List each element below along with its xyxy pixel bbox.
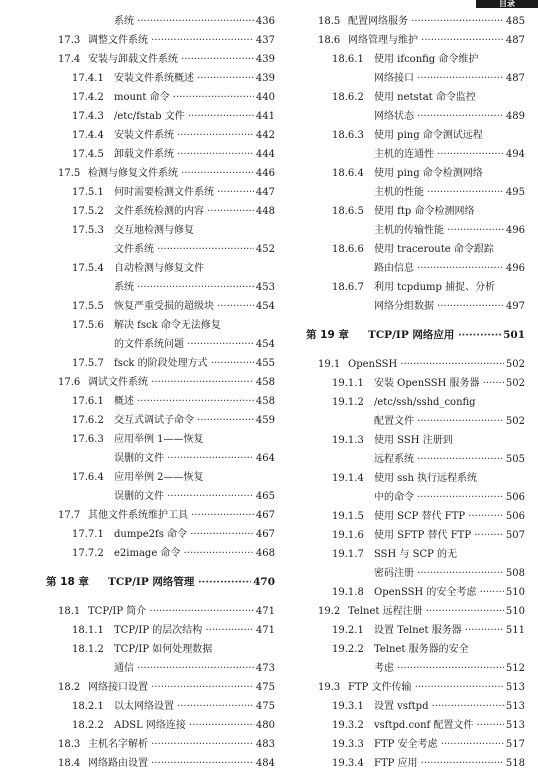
- toc-entry[interactable]: [40, 411, 275, 430]
- toc-entry[interactable]: [40, 659, 275, 678]
- toc-entry[interactable]: [40, 525, 275, 544]
- toc-entry-title: 以太网络设置 ·····: [114, 697, 275, 716]
- toc-entry-title: vsftpd.conf 配置文件 ·····: [374, 716, 525, 735]
- toc-entry-number: 17.5.7: [72, 358, 104, 369]
- toc-page-number: 444: [254, 145, 275, 164]
- toc-entry[interactable]: [300, 202, 525, 221]
- toc-entry[interactable]: [40, 240, 275, 259]
- toc-entry-number: 17.5.3: [72, 225, 104, 236]
- toc-entry-number: 19.1: [318, 359, 341, 370]
- toc-entry-title: 误删的文件 ·····: [114, 487, 275, 506]
- toc-entry-title: 使用 ping 命令测试远程: [374, 130, 483, 141]
- toc-entry-title: 路由信息 ·····: [374, 259, 525, 278]
- toc-entry-number: 18.5: [318, 16, 341, 27]
- toc-entry-number: 17.6.2: [72, 415, 104, 426]
- toc-entry[interactable]: [40, 544, 275, 563]
- toc-page-number: 439: [254, 50, 275, 69]
- toc-entry-number: 17.7: [58, 510, 81, 521]
- toc-entry[interactable]: [300, 526, 525, 545]
- toc-entry-title: SSH 与 SCP 的无: [374, 549, 458, 560]
- toc-entry[interactable]: [40, 506, 275, 525]
- toc-entry[interactable]: [40, 88, 275, 107]
- toc-entry[interactable]: [300, 735, 525, 754]
- toc-entry-title: e2image 命令 ·····: [114, 544, 275, 563]
- toc-entry-number: 17.7.2: [72, 548, 104, 559]
- toc-page-number: 502: [504, 412, 525, 431]
- chapter-gap: [40, 592, 275, 602]
- toc-entry-title: 文件系统 ·····: [114, 240, 275, 259]
- toc-entry-number: 18.1.1: [72, 625, 104, 636]
- toc-page-number: 496: [504, 221, 525, 240]
- toc-page-number: 484: [254, 754, 275, 773]
- toc-entry-title: TCP/IP 如何处理数据: [114, 644, 213, 655]
- toc-entry-title: Telnet 远程注册 ·····: [348, 602, 525, 621]
- toc-entry[interactable]: [40, 164, 275, 183]
- toc-entry[interactable]: [40, 69, 275, 88]
- toc-page-number: 475: [254, 697, 275, 716]
- toc-entry[interactable]: [300, 431, 525, 450]
- toc-entry[interactable]: [300, 374, 525, 393]
- toc-entry[interactable]: [40, 354, 275, 373]
- toc-entry-number: 19.1.6: [332, 530, 364, 541]
- toc-entry-number: 17.5: [58, 168, 81, 179]
- toc-page-number: 468: [254, 544, 275, 563]
- toc-entry-number: 18.6.2: [332, 92, 364, 103]
- toc-page-number: 496: [504, 259, 525, 278]
- toc-page-number: 440: [254, 88, 275, 107]
- toc-entry-title: 使用 SFTP 替代 FTP ·····: [374, 526, 525, 545]
- toc-page-number: 471: [254, 621, 275, 640]
- toc-entry-number: 18.2.1: [72, 701, 104, 712]
- toc-page-number: 487: [504, 69, 525, 88]
- toc-entry-number: 19.2: [318, 606, 341, 617]
- toc-entry-number: 19.3.2: [332, 720, 364, 731]
- chapter-gap: [40, 563, 275, 573]
- toc-page-number: 518: [504, 754, 525, 773]
- toc-page-number: 502: [504, 374, 525, 393]
- toc-page-number: 511: [504, 621, 525, 640]
- toc-entry-title: 配置文件 ·····: [374, 412, 525, 431]
- toc-page-number: 513: [504, 716, 525, 735]
- toc-entry-title: 使用 traceroute 命令跟踪: [374, 244, 494, 255]
- toc-entry[interactable]: [300, 678, 525, 697]
- toc-page-number: 467: [254, 525, 275, 544]
- toc-entry-title: 考虑 ·····: [374, 659, 525, 678]
- toc-entry[interactable]: [300, 69, 525, 88]
- toc-page-number: 453: [254, 278, 275, 297]
- toc-entry-number: 19.3.4: [332, 758, 364, 769]
- toc-left-column: [40, 12, 275, 773]
- toc-page-number: 513: [504, 697, 525, 716]
- toc-entry-title: 网络分组数据 ·····: [374, 297, 525, 316]
- toc-entry-title: 设置 vsftpd ·····: [374, 697, 525, 716]
- toc-entry[interactable]: [300, 564, 525, 583]
- toc-entry[interactable]: [300, 469, 525, 488]
- toc-entry-title: 中的命令 ·····: [374, 488, 525, 507]
- toc-entry-number: 17.6: [58, 377, 81, 388]
- toc-entry[interactable]: [300, 278, 525, 297]
- toc-page-number: 471: [254, 602, 275, 621]
- toc-entry-title: 密码注册 ·····: [374, 564, 525, 583]
- toc-entry-title: OpenSSH ·····: [348, 355, 525, 374]
- toc-entry[interactable]: [40, 468, 275, 487]
- toc-entry-title: OpenSSH 的安全考虑 ·····: [374, 583, 525, 602]
- toc-entry[interactable]: [300, 659, 525, 678]
- chapter-gap: [300, 345, 525, 355]
- toc-entry[interactable]: [300, 621, 525, 640]
- toc-entry[interactable]: [300, 88, 525, 107]
- toc-page-number: 439: [254, 69, 275, 88]
- toc-page-number: 454: [254, 297, 275, 316]
- toc-entry[interactable]: [300, 31, 525, 50]
- toc-entry-number: 17.4: [58, 54, 81, 65]
- toc-page-number: 507: [504, 526, 525, 545]
- toc-entry[interactable]: [300, 393, 525, 412]
- toc-page-number: 513: [504, 678, 525, 697]
- toc-entry-title: 网络接口 ·····: [374, 69, 525, 88]
- toc-entry[interactable]: [40, 487, 275, 506]
- toc-entry-title: 交互地检测与修复: [114, 225, 194, 236]
- toc-entry[interactable]: [300, 145, 525, 164]
- toc-entry[interactable]: [300, 583, 525, 602]
- toc-entry-title: 使用 ssh 执行远程系统: [374, 473, 478, 484]
- toc-entry-title: TCP/IP 网络管理 ·····: [108, 573, 275, 592]
- toc-entry-title: 主机名字解析 ·····: [88, 735, 275, 754]
- toc-entry-title: FTP 应用 ·····: [374, 754, 525, 773]
- toc-entry-number: 第 18 章: [46, 576, 89, 588]
- toc-entry[interactable]: [300, 488, 525, 507]
- toc-page-number: 467: [254, 506, 275, 525]
- toc-page-number: 441: [254, 107, 275, 126]
- toc-entry-title: /etc/fstab 文件 ·····: [114, 107, 275, 126]
- toc-entry[interactable]: [40, 31, 275, 50]
- toc-entry-title: /etc/ssh/sshd_config: [374, 397, 476, 408]
- toc-page-number: 489: [504, 107, 525, 126]
- toc-entry-number: 18.1.2: [72, 644, 104, 655]
- toc-entry[interactable]: [40, 145, 275, 164]
- toc-page-number: 448: [254, 202, 275, 221]
- toc-entry-number: 17.4.3: [72, 111, 104, 122]
- toc-entry-title: 检测与修复文件系统 ·····: [88, 164, 275, 183]
- toc-entry-title: 恢复严重受损的超级块 ·····: [114, 297, 275, 316]
- toc-entry-title: mount 命令 ·····: [114, 88, 275, 107]
- toc-entry-number: 18.1: [58, 606, 81, 617]
- toc-entry-title: 概述 ·····: [114, 392, 275, 411]
- toc-entry[interactable]: [300, 697, 525, 716]
- toc-entry-title: Telnet 服务器的安全: [374, 644, 469, 655]
- toc-entry-title: 安装文件系统概述 ·····: [114, 69, 275, 88]
- toc-page-number: 446: [254, 164, 275, 183]
- toc-entry[interactable]: [40, 621, 275, 640]
- toc-entry-title: 自动检测与修复文件: [114, 263, 204, 274]
- toc-page-number: 458: [254, 392, 275, 411]
- toc-entry[interactable]: [300, 107, 525, 126]
- toc-entry[interactable]: [300, 450, 525, 469]
- toc-entry-number: 19.1.5: [332, 511, 364, 522]
- toc-entry-title: 调整文件系统 ·····: [88, 31, 275, 50]
- toc-entry-number: 17.4.5: [72, 149, 104, 160]
- toc-page-number: 517: [504, 735, 525, 754]
- toc-entry[interactable]: [40, 297, 275, 316]
- toc-entry-title: 应用举例 1——恢复: [114, 434, 204, 445]
- toc-page-number: 459: [254, 411, 275, 430]
- toc-entry-title: 调试文件系统 ·····: [88, 373, 275, 392]
- toc-entry-number: 18.6.7: [332, 282, 364, 293]
- toc-entry[interactable]: [40, 221, 275, 240]
- toc-entry-title: ADSL 网络连接 ·····: [114, 716, 275, 735]
- toc-entry-title: 通信 ·····: [114, 659, 275, 678]
- toc-entry[interactable]: [300, 12, 525, 31]
- toc-entry-number: 17.4.4: [72, 130, 104, 141]
- toc-page-number: 510: [504, 602, 525, 621]
- toc-page-number: 502: [504, 355, 525, 374]
- toc-entry[interactable]: [300, 259, 525, 278]
- toc-entry-title: 利用 tcpdump 捕捉、分析: [374, 282, 496, 293]
- toc-page-number: 475: [254, 678, 275, 697]
- toc-entry[interactable]: [40, 202, 275, 221]
- toc-entry-title: FTP 文件传输 ·····: [348, 678, 525, 697]
- toc-entry[interactable]: [40, 754, 275, 773]
- toc-page-number: 512: [504, 659, 525, 678]
- toc-entry[interactable]: [40, 259, 275, 278]
- toc-entry-number: 19.3: [318, 682, 341, 693]
- toc-entry-title: fsck 的阶段处理方式 ·····: [114, 354, 275, 373]
- toc-entry[interactable]: [40, 50, 275, 69]
- toc-page-number: 465: [254, 487, 275, 506]
- toc-entry[interactable]: [40, 640, 275, 659]
- toc-page-number: 508: [504, 564, 525, 583]
- toc-entry-number: 17.3: [58, 35, 81, 46]
- toc-entry-title: 使用 ifconfig 命令维护: [374, 54, 479, 65]
- toc-entry[interactable]: [300, 50, 525, 69]
- toc-entry-title: 使用 ping 命令检测网络: [374, 168, 483, 179]
- toc-entry[interactable]: [300, 221, 525, 240]
- toc-entry[interactable]: [300, 412, 525, 431]
- toc-right-column: [300, 12, 525, 773]
- toc-entry-number: 19.1.3: [332, 435, 364, 446]
- toc-entry-title: 设置 Telnet 服务器 ·····: [374, 621, 525, 640]
- toc-entry-number: 19.1.8: [332, 587, 364, 598]
- toc-entry[interactable]: [40, 716, 275, 735]
- toc-chapter-entry[interactable]: [40, 573, 275, 592]
- toc-entry[interactable]: [40, 697, 275, 716]
- toc-page-number: 495: [504, 183, 525, 202]
- toc-entry-title: 文件系统检测的内容 ·····: [114, 202, 275, 221]
- toc-page-number: 452: [254, 240, 275, 259]
- toc-entry-number: 19.1.4: [332, 473, 364, 484]
- toc-page-number: 447: [254, 183, 275, 202]
- toc-page-number: 458: [254, 373, 275, 392]
- toc-entry-title: 安装 OpenSSH 服务器 ·····: [374, 374, 525, 393]
- toc-entry[interactable]: [40, 126, 275, 145]
- section-header-label: 目录: [499, 0, 515, 8]
- toc-entry-title: 主机的连通性 ·····: [374, 145, 525, 164]
- toc-entry-number: 17.4.2: [72, 92, 104, 103]
- toc-entry-title: 使用 SCP 替代 FTP ·····: [374, 507, 525, 526]
- toc-entry[interactable]: [40, 430, 275, 449]
- toc-entry-title: FTP 安全考虑 ·····: [374, 735, 525, 754]
- toc-entry-title: TCP/IP 网络应用 ·····: [368, 326, 525, 345]
- toc-page-number: 501: [501, 326, 525, 345]
- toc-page-number: 470: [251, 573, 275, 592]
- toc-entry-number: 17.5.4: [72, 263, 104, 274]
- toc-page-number: 494: [504, 145, 525, 164]
- toc-entry-title: 使用 netstat 命令监控: [374, 92, 476, 103]
- toc-entry-number: 17.5.5: [72, 301, 104, 312]
- chapter-gap: [300, 316, 525, 326]
- toc-page-number: 480: [254, 716, 275, 735]
- toc-entry-title: 主机的传输性能 ·····: [374, 221, 525, 240]
- toc-page-number: 485: [504, 12, 525, 31]
- toc-entry-number: 18.6.6: [332, 244, 364, 255]
- toc-entry-number: 17.4.1: [72, 73, 104, 84]
- toc-entry[interactable]: [300, 754, 525, 773]
- toc-page-number: 473: [254, 659, 275, 678]
- toc-entry-title: 网络状态 ·····: [374, 107, 525, 126]
- toc-entry-number: 19.3.1: [332, 701, 364, 712]
- toc-entry-number: 19.3.3: [332, 739, 364, 750]
- toc-entry-number: 18.6.4: [332, 168, 364, 179]
- toc-entry-number: 第 19 章: [306, 329, 349, 341]
- toc-entry-title: 主机的性能 ·····: [374, 183, 525, 202]
- toc-entry[interactable]: [40, 107, 275, 126]
- toc-entry[interactable]: [40, 392, 275, 411]
- toc-entry-number: 19.1.7: [332, 549, 364, 560]
- toc-entry[interactable]: [40, 449, 275, 468]
- toc-entry-number: 19.1.1: [332, 378, 364, 389]
- toc-page-number: 506: [504, 507, 525, 526]
- toc-page-number: 442: [254, 126, 275, 145]
- toc-entry[interactable]: [40, 678, 275, 697]
- toc-entry-number: 17.5.6: [72, 320, 104, 331]
- toc-entry-title: 系统 ·····: [114, 12, 275, 31]
- toc-entry-number: 18.6: [318, 35, 341, 46]
- toc-page-number: 506: [504, 488, 525, 507]
- toc-entry-title: 其他文件系统维护工具 ·····: [88, 506, 275, 525]
- toc-entry-title: 的文件系统问题 ·····: [114, 335, 275, 354]
- toc-page-number: 487: [504, 31, 525, 50]
- toc-page-number: 510: [504, 583, 525, 602]
- toc-page-number: 455: [254, 354, 275, 373]
- toc-entry-title: 使用 ftp 命令检测网络: [374, 206, 475, 217]
- toc-entry[interactable]: [300, 126, 525, 145]
- toc-page-number: 437: [254, 31, 275, 50]
- toc-entry-number: 18.4: [58, 758, 81, 769]
- toc-page-number: 464: [254, 449, 275, 468]
- toc-entry-title: 网络路由设置 ·····: [88, 754, 275, 773]
- toc-page-number: 497: [504, 297, 525, 316]
- toc-entry[interactable]: [40, 278, 275, 297]
- toc-entry-title: 何时需要检测文件系统 ·····: [114, 183, 275, 202]
- toc-entry[interactable]: [40, 183, 275, 202]
- toc-chapter-entry[interactable]: [300, 326, 525, 345]
- toc-entry[interactable]: [40, 602, 275, 621]
- toc-entry[interactable]: [40, 316, 275, 335]
- toc-entry-title: 使用 SSH 注册到: [374, 435, 453, 446]
- toc-entry-title: TCP/IP 简介 ·····: [88, 602, 275, 621]
- toc-entry[interactable]: [40, 335, 275, 354]
- toc-entry-title: 远程系统 ·····: [374, 450, 525, 469]
- toc-entry-title: 误删的文件 ·····: [114, 449, 275, 468]
- toc-page-number: 483: [254, 735, 275, 754]
- toc-entry-number: 18.6.5: [332, 206, 364, 217]
- toc-entry-number: 17.6.3: [72, 434, 104, 445]
- toc-entry-number: 17.5.1: [72, 187, 104, 198]
- toc-entry[interactable]: [300, 507, 525, 526]
- toc-entry-title: 配置网络服务 ·····: [348, 12, 525, 31]
- toc-entry-title: dumpe2fs 命令 ·····: [114, 525, 275, 544]
- toc-entry-title: 安装与卸载文件系统 ·····: [88, 50, 275, 69]
- toc-entry-title: 卸载文件系统 ·····: [114, 145, 275, 164]
- section-header-tab: [476, 0, 538, 8]
- toc-entry[interactable]: [300, 297, 525, 316]
- toc-entry-title: 网络接口设置 ·····: [88, 678, 275, 697]
- toc-entry[interactable]: [300, 716, 525, 735]
- toc-entry-number: 19.2.2: [332, 644, 364, 655]
- toc-entry-number: 19.1.2: [332, 397, 364, 408]
- toc-entry-title: 系统 ·····: [114, 278, 275, 297]
- toc-entry[interactable]: [300, 183, 525, 202]
- toc-entry-number: 18.6.3: [332, 130, 364, 141]
- toc-entry-number: 18.3: [58, 739, 81, 750]
- toc-entry-number: 18.2: [58, 682, 81, 693]
- toc-entry-title: 网络管理与维护 ·····: [348, 31, 525, 50]
- toc-entry[interactable]: [40, 373, 275, 392]
- toc-entry[interactable]: [40, 12, 275, 31]
- toc-entry[interactable]: [300, 640, 525, 659]
- toc-entry[interactable]: [40, 735, 275, 754]
- toc-entry-number: 18.6.1: [332, 54, 364, 65]
- toc-entry-title: TCP/IP 的层次结构 ·····: [114, 621, 275, 640]
- toc-page-number: 505: [504, 450, 525, 469]
- toc-entry-number: 18.2.2: [72, 720, 104, 731]
- toc-page-number: 454: [254, 335, 275, 354]
- toc-entry-title: 交互式调试子命令 ·····: [114, 411, 275, 430]
- toc-entry-number: 17.7.1: [72, 529, 104, 540]
- toc-entry-number: 17.5.2: [72, 206, 104, 217]
- toc-entry-title: 安装文件系统 ·····: [114, 126, 275, 145]
- toc-entry-title: 应用举例 2——恢复: [114, 472, 204, 483]
- toc-entry-number: 17.6.4: [72, 472, 104, 483]
- toc-entry-title: 解决 fsck 命令无法修复: [114, 320, 221, 331]
- toc-entry-number: 17.6.1: [72, 396, 104, 407]
- toc-entry[interactable]: [300, 545, 525, 564]
- toc-entry-number: 19.2.1: [332, 625, 364, 636]
- toc-entry[interactable]: [300, 602, 525, 621]
- toc-entry[interactable]: [300, 164, 525, 183]
- toc-page-number: 436: [254, 12, 275, 31]
- toc-entry[interactable]: [300, 355, 525, 374]
- toc-entry[interactable]: [300, 240, 525, 259]
